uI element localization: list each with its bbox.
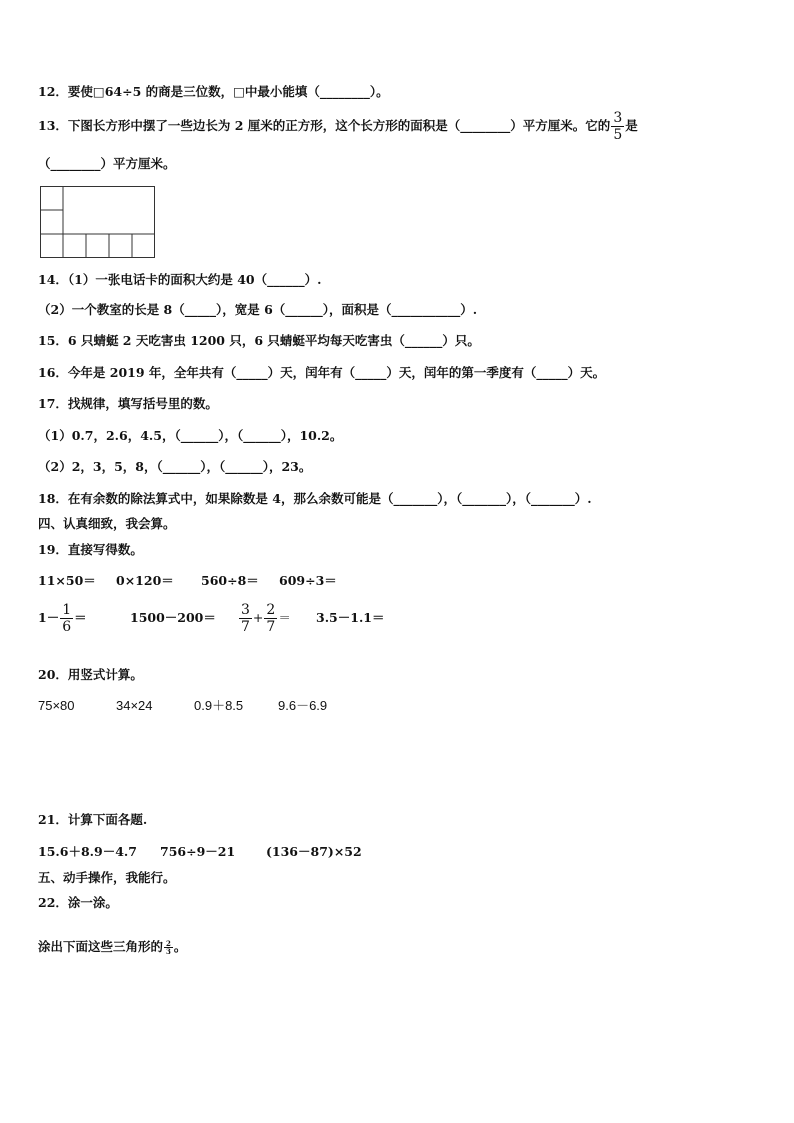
question-12: 12．要使□64÷5 的商是三位数，□中最小能填（________）。 — [38, 84, 389, 99]
fraction-three-sevenths: $\frac{3}{7}$ — [241, 602, 250, 635]
vertical-calc-item: 34×24 — [116, 698, 153, 713]
vertical-calc-item: 9.6－6.9 — [278, 698, 328, 713]
question-16: 16．今年是 2019 年，全年共有（_____）天，闰年有（_____）天，闰年的第一季度有（_____）天。 — [38, 365, 606, 380]
question-14-part-2: （2）一个教室的长是 8（_____），宽是 6（______），面积是（___________）. — [38, 302, 478, 317]
question-14-part-1: 14．（1）一张电话卡的面积大约是 40（______）. — [38, 272, 322, 287]
oral-calc-item: 3.5－1.1＝ — [316, 610, 385, 625]
question-17-part-2: （2）2，3，5，8，（______），（______），23。 — [38, 459, 312, 474]
question-22: 22．涂一涂。 — [38, 895, 118, 910]
vertical-calc-item: 0.9＋8.5 — [194, 698, 244, 713]
fraction-three-fifths: $\frac{3}{5}$ — [613, 110, 623, 143]
question-19-row-1 — [38, 573, 337, 589]
question-13-text: 13．下图长方形中摆了一些边长为 2 厘米的正方形，这个长方形的面积是（________）平方厘米。它的 — [38, 118, 611, 133]
oral-calc-item: 609÷3＝ — [279, 573, 337, 588]
rectangle-squares-figure — [40, 186, 156, 259]
vertical-calc-item: 75×80 — [38, 698, 75, 713]
fraction-two-sevenths: $\frac{2}{7}$ — [266, 602, 276, 635]
question-13: 13．下图长方形中摆了一些边长为 2 厘米的正方形，这个长方形的面积是（________）平方厘米。它的 $\frac{3}{5}$ 是 — [38, 110, 638, 143]
question-19-row-2 — [38, 600, 385, 636]
question-15: 15．6 只蜻蜓 2 天吃害虫 1200 只，6 只蜻蜓平均每天吃害虫（______）只。 — [38, 333, 480, 348]
question-19: 19．直接写得数。 — [38, 542, 143, 557]
oral-calc-item: 0×120＝ — [116, 573, 174, 588]
question-13-continued: （________）平方厘米。 — [38, 156, 176, 171]
fraction-two-thirds: $\frac{2}{3}$ — [166, 939, 171, 956]
question-20: 20．用竖式计算。 — [38, 667, 143, 682]
section-4-heading: 四、认真细致，我会算。 — [38, 516, 176, 531]
question-21-items — [38, 844, 362, 860]
oral-calc-item: 1500－200＝ — [130, 610, 216, 625]
calc-item: (136－87)×52 — [266, 844, 362, 859]
oral-calc-item: 1－ $\frac{1}{6}$ ＝ — [38, 602, 87, 635]
oral-calc-item: 560÷8＝ — [201, 573, 259, 588]
calc-item: 15.6＋8.9－4.7 — [38, 844, 137, 859]
calc-item: 756÷9－21 — [160, 844, 236, 859]
oral-calc-item: 11×50＝ — [38, 573, 96, 588]
question-22-instruction: 涂出下面这些三角形的 $\frac{2}{3}$ 。 — [38, 939, 187, 956]
question-20-items — [38, 698, 327, 714]
question-17-part-1: （1）0.7，2.6，4.5，（______），（______），10.2。 — [38, 428, 343, 443]
fraction-one-sixth: $\frac{1}{6}$ — [62, 602, 72, 635]
section-5-heading: 五、动手操作，我能行。 — [38, 870, 176, 885]
question-18: 18．在有余数的除法算式中，如果除数是 4，那么余数可能是（_______），（_______），（_______）. — [38, 491, 592, 506]
question-21: 21．计算下面各题. — [38, 812, 148, 827]
question-17: 17．找规律，填写括号里的数。 — [38, 396, 218, 411]
oral-calc-item: $\frac{3}{7}$ + $\frac{2}{7}$ ＝ — [241, 602, 291, 635]
